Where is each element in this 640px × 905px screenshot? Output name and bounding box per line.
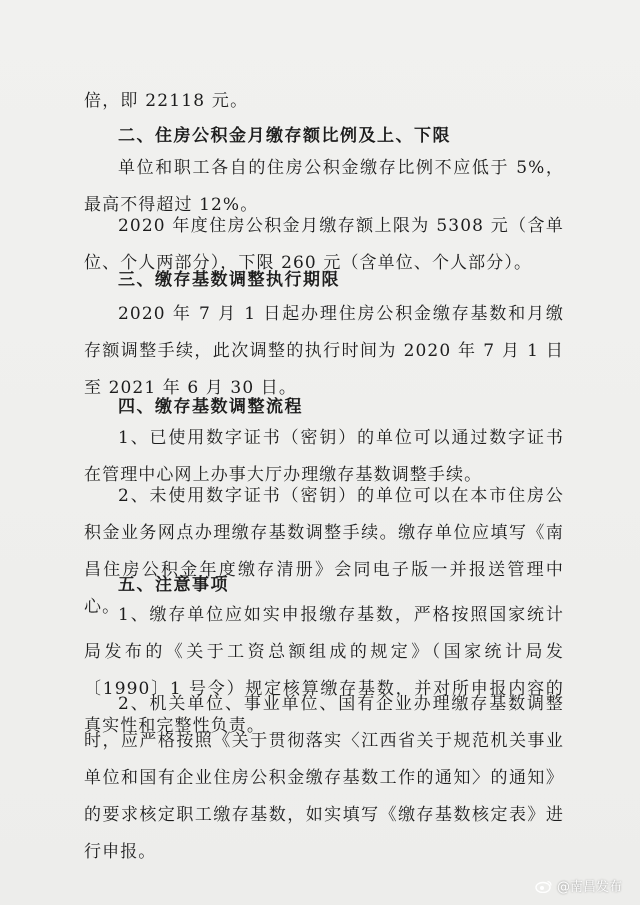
paragraph-notes-1: 1、缴存单位应如实申报缴存基数，严格按照国家统计局发布的《关于工资总额组成的规定》（国家统计局发〔1990〕1 号令）规定核算缴存基数，并对所申报内容的真实性和完整性负责。 — [84, 605, 564, 736]
paragraph-ratio: 单位和职工各自的住房公积金缴存比例不应低于 5%，最高不得超过 12%。 — [84, 158, 564, 215]
watermark-text: @南昌发布 — [556, 880, 622, 895]
source-watermark — [535, 876, 622, 895]
weibo-icon — [535, 879, 553, 893]
paragraph-tail: 倍，即 22118 元。 — [84, 91, 249, 111]
paragraph-limits: 2020 年度住房公积金月缴存额上限为 5308 元（含单位、个人两部分），下限 260 元（含单位、个人部分）。 — [84, 216, 564, 273]
paragraph-process-2: 2、未使用数字证书（密钥）的单位可以在本市住房公积金业务网点办理缴存基数调整手续。缴存单位应填写《南昌住房公积金年度缴存清册》会同电子版一并报送管理中心。 — [84, 486, 564, 617]
paragraph-process-1: 1、已使用数字证书（密钥）的单位可以通过数字证书在管理中心网上办事大厅办理缴存基数调整手续。 — [84, 428, 564, 485]
section-heading-3: 三、缴存基数调整执行期限 — [118, 270, 340, 290]
paragraph-notes-2: 2、机关单位、事业单位、国有企业办理缴存基数调整时，应严格按照《关于贯彻落实〈江西省关于规范机关事业单位和国有企业住房公积金缴存基数工作的通知〉的通知》的要求核定职工缴存基数，如实填写《缴存基数核定表》进行申报。 — [84, 694, 564, 862]
paragraph-period: 2020 年 7 月 1 日起办理住房公积金缴存基数和月缴存额调整手续，此次调整的执行时间为 2020 年 7 月 1 日至 2021 年 6 月 30 日。 — [84, 304, 564, 398]
section-heading-2: 二、住房公积金月缴存额比例及上、下限 — [118, 126, 451, 146]
section-heading-4: 四、缴存基数调整流程 — [118, 397, 303, 417]
section-heading-5: 五、注意事项 — [118, 575, 229, 595]
